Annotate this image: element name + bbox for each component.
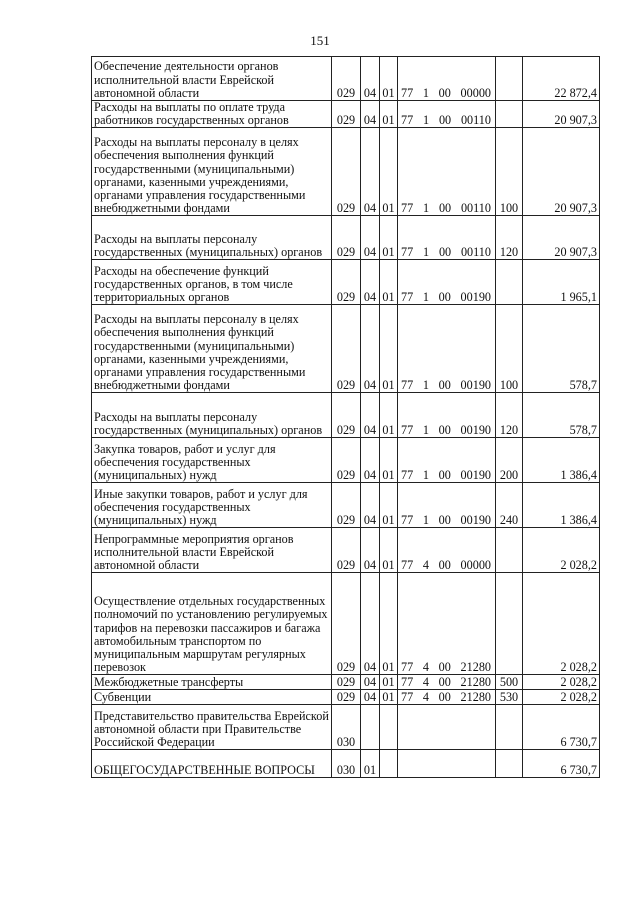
target-article-part: 00 xyxy=(438,201,452,216)
target-article-parts xyxy=(400,514,493,527)
expense-type-cell: 240 xyxy=(496,483,523,528)
target-article-part: 00 xyxy=(438,558,451,573)
subsection-code-cell: 01 xyxy=(380,101,398,128)
row-name-cell: Расходы на выплаты по оплате труда работников государственных органов xyxy=(92,101,332,128)
section-code-cell: 04 xyxy=(361,101,380,128)
target-article-part: 1 xyxy=(422,85,429,100)
table-row xyxy=(92,393,600,438)
row-name-cell: Иные закупки товаров, работ и услуг для обеспечения государственных (муниципальных) нужд xyxy=(92,483,332,528)
target-article-cell xyxy=(398,101,496,128)
target-article-part: 00110 xyxy=(460,201,491,216)
target-article-part: 00 xyxy=(438,423,451,438)
expense-type-cell xyxy=(496,750,523,778)
expense-type-cell xyxy=(496,573,523,675)
row-name-cell: Расходы на выплаты персоналу в целях обеспечения выполнения функций государственными (муниципальными) органами, казенными учреждениями, органами управления государственными внебюджетными фондами xyxy=(92,305,332,393)
target-article-part: 00000 xyxy=(460,85,491,100)
table-row xyxy=(92,675,600,690)
ministry-code-cell: 029 xyxy=(332,57,361,101)
table-row xyxy=(92,101,600,128)
section-code-cell: 04 xyxy=(361,57,380,101)
section-code-cell: 04 xyxy=(361,393,380,438)
target-article-part: 1 xyxy=(422,378,429,393)
target-article-part: 00 xyxy=(438,378,451,393)
target-article-part: 77 xyxy=(401,85,414,100)
subsection-code-cell: 01 xyxy=(380,528,398,573)
amount-cell: 1 386,4 xyxy=(523,483,600,528)
target-article-parts xyxy=(400,661,493,674)
table-row xyxy=(92,573,600,675)
table-row xyxy=(92,705,600,750)
target-article-cell xyxy=(398,128,496,216)
target-article-part: 77 xyxy=(401,378,414,393)
section-code-cell: 04 xyxy=(361,438,380,483)
table-row xyxy=(92,483,600,528)
table-row xyxy=(92,438,600,483)
table-row xyxy=(92,216,600,260)
target-article-cell xyxy=(398,705,496,750)
subsection-code-cell: 01 xyxy=(380,438,398,483)
subsection-code-cell: 01 xyxy=(380,57,398,101)
target-article-cell xyxy=(398,690,496,705)
expense-type-cell xyxy=(496,57,523,101)
target-article-cell xyxy=(398,216,496,260)
target-article-part: 00 xyxy=(438,290,451,305)
expense-type-cell: 100 xyxy=(496,305,523,393)
expense-type-cell: 530 xyxy=(496,690,523,705)
target-article-parts xyxy=(400,691,493,704)
table-row xyxy=(92,128,600,216)
section-code-cell xyxy=(361,705,380,750)
subsection-code-cell: 01 xyxy=(380,690,398,705)
row-name-cell: Расходы на обеспечение функций государственных органов, в том числе территориальных органов xyxy=(92,260,332,305)
amount-cell: 578,7 xyxy=(523,393,600,438)
target-article-part: 00190 xyxy=(460,468,491,483)
section-code-cell: 04 xyxy=(361,690,380,705)
target-article-part: 00 xyxy=(438,85,451,100)
target-article-parts xyxy=(400,379,493,392)
amount-cell: 1 386,4 xyxy=(523,438,600,483)
section-code-cell: 04 xyxy=(361,128,380,216)
subsection-code-cell xyxy=(380,750,398,778)
budget-table xyxy=(91,56,600,778)
amount-cell: 20 907,3 xyxy=(523,128,600,216)
target-article-cell xyxy=(398,573,496,675)
expense-type-cell: 120 xyxy=(496,216,523,260)
amount-cell: 6 730,7 xyxy=(523,705,600,750)
row-name-cell: Непрограммные мероприятия органов исполнительной власти Еврейской автономной области xyxy=(92,528,332,573)
table-row xyxy=(92,528,600,573)
target-article-part: 1 xyxy=(422,513,429,528)
table-row xyxy=(92,305,600,393)
row-name-cell: Межбюджетные трансферты xyxy=(92,675,332,690)
target-article-cell xyxy=(398,528,496,573)
section-code-cell: 04 xyxy=(361,260,380,305)
ministry-code-cell: 029 xyxy=(332,260,361,305)
target-article-part: 1 xyxy=(423,201,430,216)
target-article-part: 1 xyxy=(422,423,429,438)
ministry-code-cell: 029 xyxy=(332,483,361,528)
section-code-cell: 04 xyxy=(361,305,380,393)
target-article-cell xyxy=(398,305,496,393)
expense-type-cell xyxy=(496,705,523,750)
target-article-part: 00 xyxy=(438,690,451,705)
row-name-cell: Субвенции xyxy=(92,690,332,705)
table-row xyxy=(92,750,600,778)
table-row xyxy=(92,57,600,101)
ministry-code-cell: 029 xyxy=(332,573,361,675)
ministry-code-cell: 029 xyxy=(332,101,361,128)
target-article-part: 77 xyxy=(401,675,414,690)
section-code-cell: 04 xyxy=(361,573,380,675)
amount-cell: 2 028,2 xyxy=(523,528,600,573)
target-article-part: 4 xyxy=(422,558,429,573)
target-article-part: 4 xyxy=(422,660,429,675)
target-article-parts xyxy=(400,246,493,259)
target-article-part: 1 xyxy=(422,290,429,305)
target-article-part: 4 xyxy=(422,690,429,705)
expense-type-cell xyxy=(496,260,523,305)
subsection-code-cell xyxy=(380,705,398,750)
target-article-part: 1 xyxy=(423,245,430,260)
target-article-part: 00190 xyxy=(460,513,491,528)
ministry-code-cell: 029 xyxy=(332,528,361,573)
section-code-cell: 01 xyxy=(361,750,380,778)
target-article-part: 00 xyxy=(438,245,452,260)
target-article-part: 77 xyxy=(401,423,414,438)
subsection-code-cell: 01 xyxy=(380,305,398,393)
target-article-part: 21280 xyxy=(460,690,491,705)
target-article-part: 00190 xyxy=(460,423,491,438)
target-article-part: 00 xyxy=(438,675,451,690)
target-article-cell xyxy=(398,675,496,690)
table-row xyxy=(92,260,600,305)
section-code-cell: 04 xyxy=(361,483,380,528)
target-article-parts xyxy=(400,87,493,100)
row-name-cell: Расходы на выплаты персоналу в целях обеспечения выполнения функций государственными (муниципальными) органами, казенными учреждениями, органами управления государственными внебюджетными фондами xyxy=(92,128,332,216)
ministry-code-cell: 029 xyxy=(332,675,361,690)
target-article-part: 00110 xyxy=(460,113,491,128)
ministry-code-cell: 030 xyxy=(332,705,361,750)
target-article-part: 77 xyxy=(401,660,414,675)
target-article-cell xyxy=(398,393,496,438)
section-code-cell: 04 xyxy=(361,528,380,573)
ministry-code-cell: 029 xyxy=(332,438,361,483)
expense-type-cell: 200 xyxy=(496,438,523,483)
target-article-part: 00 xyxy=(438,660,451,675)
target-article-part: 1 xyxy=(422,468,429,483)
target-article-part: 77 xyxy=(401,690,414,705)
target-article-cell xyxy=(398,483,496,528)
target-article-part: 4 xyxy=(422,675,429,690)
target-article-parts xyxy=(400,424,493,437)
target-article-part: 00110 xyxy=(460,245,491,260)
target-article-cell xyxy=(398,438,496,483)
target-article-part: 77 xyxy=(401,290,414,305)
target-article-parts xyxy=(400,469,493,482)
target-article-part: 21280 xyxy=(460,675,491,690)
table-row xyxy=(92,690,600,705)
amount-cell: 2 028,2 xyxy=(523,675,600,690)
subsection-code-cell: 01 xyxy=(380,216,398,260)
expense-type-cell xyxy=(496,528,523,573)
target-article-part: 00 xyxy=(438,513,451,528)
row-name-cell: Расходы на выплаты персоналу государственных (муниципальных) органов xyxy=(92,216,332,260)
target-article-parts xyxy=(400,676,493,689)
subsection-code-cell: 01 xyxy=(380,573,398,675)
row-name-cell: Закупка товаров, работ и услуг для обеспечения государственных (муниципальных) нужд xyxy=(92,438,332,483)
section-code-cell: 04 xyxy=(361,216,380,260)
ministry-code-cell: 029 xyxy=(332,128,361,216)
ministry-code-cell: 030 xyxy=(332,750,361,778)
table-body xyxy=(92,57,600,778)
amount-cell: 578,7 xyxy=(523,305,600,393)
target-article-cell xyxy=(398,260,496,305)
page-number: 151 xyxy=(310,33,330,48)
target-article-part: 1 xyxy=(423,113,430,128)
row-name-cell: Осуществление отдельных государственных полномочий по установлению регулируемых тарифов на перевозки пассажиров и багажа автомобильным транспортом по муниципальным маршрутам регулярных перевозок xyxy=(92,573,332,675)
ministry-code-cell: 029 xyxy=(332,690,361,705)
row-name-cell: Расходы на выплаты персоналу государственных (муниципальных) органов xyxy=(92,393,332,438)
subsection-code-cell: 01 xyxy=(380,393,398,438)
target-article-parts xyxy=(400,291,493,304)
target-article-parts xyxy=(400,559,493,572)
target-article-part: 77 xyxy=(401,468,414,483)
expense-type-cell: 500 xyxy=(496,675,523,690)
expense-type-cell: 120 xyxy=(496,393,523,438)
amount-cell: 6 730,7 xyxy=(523,750,600,778)
ministry-code-cell: 029 xyxy=(332,216,361,260)
target-article-part: 00190 xyxy=(460,290,491,305)
ministry-code-cell: 029 xyxy=(332,305,361,393)
target-article-parts xyxy=(400,202,493,215)
target-article-part: 77 xyxy=(401,245,414,260)
subsection-code-cell: 01 xyxy=(380,128,398,216)
row-name-cell: Представительство правительства Еврейской автономной области при Правительстве Российской Федерации xyxy=(92,705,332,750)
amount-cell: 20 907,3 xyxy=(523,101,600,128)
row-name-cell: ОБЩЕГОСУДАРСТВЕННЫЕ ВОПРОСЫ xyxy=(92,750,332,778)
subsection-code-cell: 01 xyxy=(380,675,398,690)
ministry-code-cell: 029 xyxy=(332,393,361,438)
amount-cell: 2 028,2 xyxy=(523,573,600,675)
subsection-code-cell: 01 xyxy=(380,483,398,528)
amount-cell: 1 965,1 xyxy=(523,260,600,305)
target-article-part: 77 xyxy=(401,513,414,528)
target-article-cell xyxy=(398,750,496,778)
subsection-code-cell: 01 xyxy=(380,260,398,305)
target-article-part: 00000 xyxy=(460,558,491,573)
target-article-part: 00 xyxy=(438,113,452,128)
expense-type-cell: 100 xyxy=(496,128,523,216)
target-article-part: 21280 xyxy=(460,660,491,675)
section-code-cell: 04 xyxy=(361,675,380,690)
target-article-parts xyxy=(400,114,493,127)
target-article-part: 77 xyxy=(401,201,414,216)
target-article-part: 77 xyxy=(401,113,414,128)
amount-cell: 20 907,3 xyxy=(523,216,600,260)
expense-type-cell xyxy=(496,101,523,128)
row-name-cell: Обеспечение деятельности органов исполнительной власти Еврейской автономной области xyxy=(92,57,332,101)
target-article-part: 00 xyxy=(438,468,451,483)
target-article-cell xyxy=(398,57,496,101)
amount-cell: 22 872,4 xyxy=(523,57,600,101)
target-article-part: 00190 xyxy=(460,378,491,393)
amount-cell: 2 028,2 xyxy=(523,690,600,705)
target-article-part: 77 xyxy=(401,558,414,573)
